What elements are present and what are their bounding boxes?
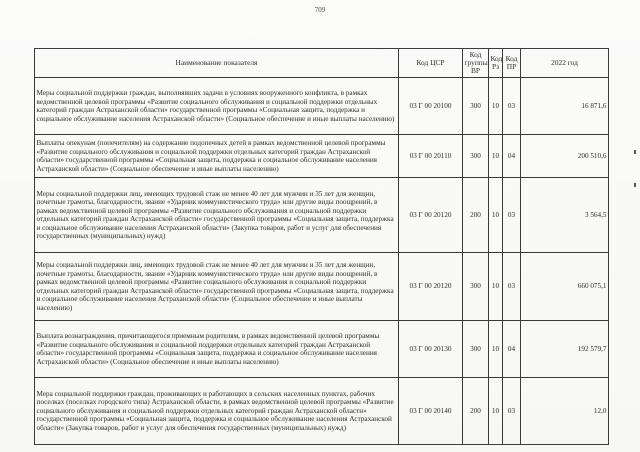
table-row [35,178,609,253]
header-year: 2022 год [521,49,609,78]
table-header-row [35,49,609,78]
row-pr: 03 [503,178,521,253]
row-rz: 10 [489,178,503,253]
row-name: Выплата вознаграждения, причитающегося приемным родителям, в рамках ведомственной целевой программы «Развитие социального обслуживания и социальной поддержки отдельных категорий граждан Астраханской области» государственной программы «Социальная защита, поддержка и социальное обслуживание населения Астраханской области» (Социальное обеспечение и иные выплаты населению) [35,321,399,378]
row-pr: 03 [503,378,521,445]
row-amount: 3 564,5 [521,178,609,253]
row-csr: 03 Г 00 20110 [399,135,463,178]
row-amount: 16 871,6 [521,78,609,135]
row-vr: 300 [463,135,489,178]
row-pr: 03 [503,253,521,321]
table-row [35,378,609,445]
row-rz: 10 [489,253,503,321]
row-vr: 200 [463,378,489,445]
row-csr: 03 Г 00 20140 [399,378,463,445]
row-vr: 300 [463,321,489,378]
header-pr: Код ПР [503,49,521,78]
row-rz: 10 [489,321,503,378]
table-row [35,78,609,135]
scan-edge-mark [634,183,636,187]
row-vr: 300 [463,78,489,135]
row-amount: 12,0 [521,378,609,445]
row-rz: 10 [489,135,503,178]
budget-table [34,48,609,445]
row-csr: 03 Г 00 20120 [399,178,463,253]
row-rz: 10 [489,378,503,445]
row-pr: 04 [503,135,521,178]
header-csr: Код ЦСР [399,49,463,78]
header-name: Наименование показателя [35,49,399,78]
table-row [35,135,609,178]
row-name: Меры социальной поддержки граждан, выполнявших задачи в условиях вооруженного конфликта, в рамках ведомственной целевой программы «Развитие социального обслуживания и социальной поддержки отдельных категорий граждан Астраханской области» государственной программы «Социальная защита, поддержка и социальное обслуживание населения Астраханской области» (Социальное обеспечение и иные выплаты населению) [35,78,399,135]
row-vr: 200 [463,178,489,253]
row-amount: 192 579,7 [521,321,609,378]
row-name: Мера социальной поддержки граждан, проживающих и работающих в сельских населенных пунктах, рабочих поселках (поселках городского типа) Астраханской области, в рамках ведомственной целевой программы «Развитие социального обслуживания и социальной поддержки отдельных категорий граждан Астраханской области» государственной программы «Социальная защита, поддержка и социальное обслуживание населения Астраханской области» (Закупка товаров, работ и услуг для обеспечения государственных (муниципальных) нужд) [35,378,399,445]
row-name: Выплаты опекунам (попечителям) на содержание подопечных детей в рамках ведомственной целевой программы «Развитие социального обслуживания и социальной поддержки отдельных категорий граждан Астраханской области» государственной программы «Социальная защита, поддержка и социальное обслуживание населения Астраханской области» (Социальное обеспечение и иные выплаты населению) [35,135,399,178]
row-name: Меры социальной поддержки лиц, имеющих трудовой стаж не менее 40 лет для мужчин и 35 лет для женщин, почетные грамоты, благодарности, звание «Ударник коммунистического труда» или другие виды поощрений, в рамках ведомственной целевой программы «Развитие социального обслуживания и социальной поддержки отдельных категорий граждан Астраханской области» государственной программы «Социальная защита, поддержка и социальное обслуживание населения Астраханской области» (Социальное обеспечение и иные выплаты населению) [35,253,399,321]
row-amount: 660 075,1 [521,253,609,321]
table-row [35,253,609,321]
table-row [35,321,609,378]
row-name: Меры социальной поддержки лиц, имеющих трудовой стаж не менее 40 лет для мужчин и 35 лет для женщин, почетные грамоты, благодарности, звание «Ударник коммунистического труда» или другие виды поощрений, в рамках ведомственной целевой программы «Развитие социального обслуживания и социальной поддержки отдельных категорий граждан Астраханской области» государственной программы «Социальная защита, поддержка и социальное обслуживание населения Астраханской области» (Закупка товаров, работ и услуг для обеспечения государственных (муниципальных) нужд) [35,178,399,253]
row-csr: 03 Г 00 20120 [399,253,463,321]
header-vr: Код группы ВР [463,49,489,78]
row-amount: 200 510,6 [521,135,609,178]
row-vr: 300 [463,253,489,321]
row-pr: 03 [503,78,521,135]
page-number: 709 [314,6,326,14]
row-pr: 04 [503,321,521,378]
header-rz: Код Рз [489,49,503,78]
row-csr: 03 Г 00 20100 [399,78,463,135]
row-csr: 03 Г 00 20130 [399,321,463,378]
scan-edge-mark [634,150,636,154]
row-rz: 10 [489,78,503,135]
